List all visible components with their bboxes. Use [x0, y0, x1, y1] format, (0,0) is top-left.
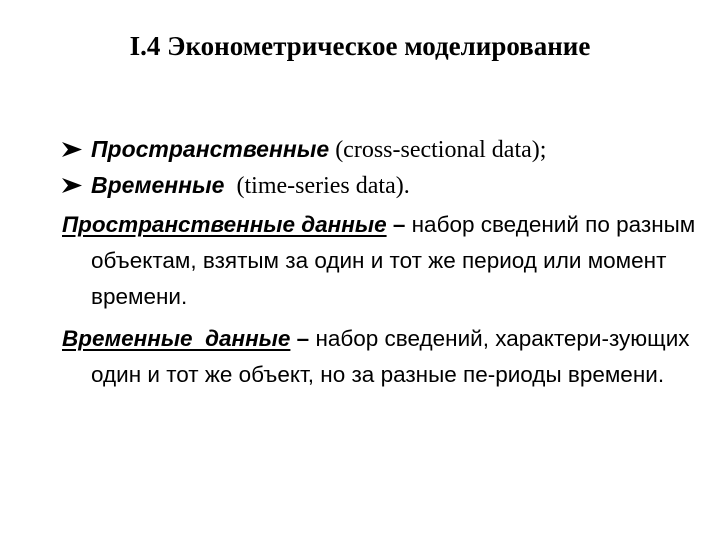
bullet-term: Пространственные — [91, 136, 330, 162]
bullet-item — [62, 131, 702, 167]
arrow-bullet-icon — [62, 142, 82, 157]
definition-paragraph — [62, 321, 702, 393]
definition-term: Временные данные — [62, 326, 291, 351]
definition-paragraph — [62, 207, 702, 315]
slide-body — [62, 131, 702, 393]
definition-text: набор сведений, характери-зующих один и тот же объект, но за разные пе-риоды времени. — [91, 326, 690, 387]
bullet-description: (cross-sectional data); — [335, 137, 547, 163]
definition-text: набор сведений по разным объектам, взятым за один и тот же период или момент времени. — [91, 212, 696, 309]
bullet-term: Временные — [91, 172, 225, 198]
slide-title: I.4 Эконометрическое моделирование — [129, 31, 591, 61]
bullet-gap — [224, 173, 236, 199]
definition-dash: – — [386, 212, 412, 237]
definition-term: Пространственные данные — [62, 212, 387, 237]
arrow-bullet-icon — [62, 178, 82, 193]
definition-dash: – — [290, 326, 316, 351]
bullet-description: (time-series data). — [236, 173, 410, 199]
bullet-item — [62, 167, 702, 203]
